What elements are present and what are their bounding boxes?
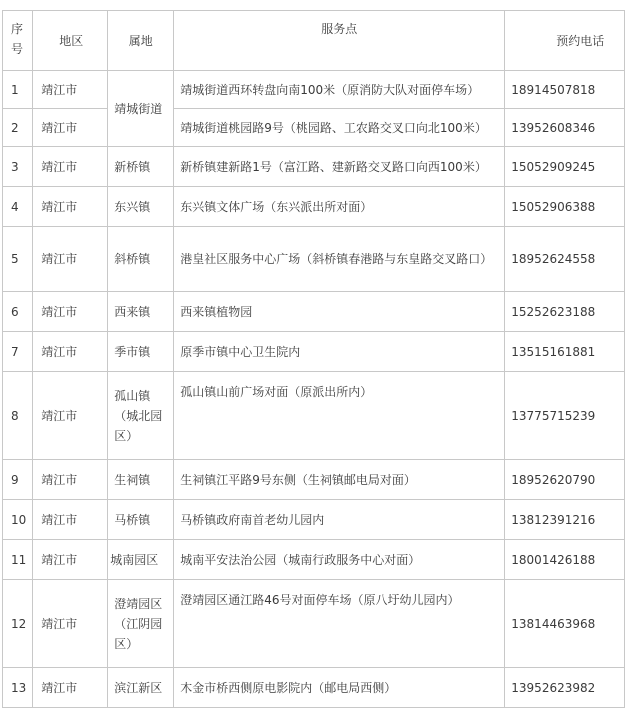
row-address: 新桥镇建新路1号（富江路、建新路交叉路口向西100米） — [174, 147, 505, 187]
row-area: 靖江市 — [33, 187, 108, 227]
table-row — [3, 227, 625, 292]
row-address: 靖城街道西环转盘向南100米（原消防大队对面停车场） — [174, 71, 505, 109]
row-num: 2 — [3, 109, 33, 147]
row-address: 木金市桥西侧原电影院内（邮电局西侧） — [174, 668, 505, 708]
row-phone: 13515161881 — [505, 332, 625, 372]
row-address: 澄靖园区通江路46号对面停车场（原八圩幼儿园内） — [174, 580, 505, 668]
table-row — [3, 147, 625, 187]
row-address: 西来镇植物园 — [174, 292, 505, 332]
row-town: 生祠镇 — [108, 460, 174, 500]
row-town-text: 孤山镇（城北园区） — [114, 388, 163, 443]
row-address: 东兴镇文体广场（东兴派出所对面） — [174, 187, 505, 227]
row-address: 城南平安法治公园（城南行政服务中心对面） — [174, 540, 505, 580]
row-phone: 18914507818 — [505, 71, 625, 109]
row-phone: 15252623188 — [505, 292, 625, 332]
table-row — [3, 540, 625, 580]
row-address: 港皇社区服务中心广场（斜桥镇春港路与东皇路交叉路口） — [174, 227, 505, 292]
row-address: 生祠镇江平路9号东侧（生祠镇邮电局对面） — [174, 460, 505, 500]
row-address: 靖城街道桃园路9号（桃园路、工农路交叉口向北100米） — [174, 109, 505, 147]
table-row — [3, 500, 625, 540]
row-area: 靖江市 — [33, 227, 108, 292]
row-num: 9 — [3, 460, 33, 500]
header-phone: 预约电话 — [505, 11, 625, 71]
row-town-text: 澄靖园区（江阴园区） — [114, 596, 163, 651]
row-area: 靖江市 — [33, 668, 108, 708]
row-area: 靖江市 — [33, 580, 108, 668]
row-num: 8 — [3, 372, 33, 460]
row-area: 靖江市 — [33, 109, 108, 147]
header-num: 序号 — [3, 11, 33, 71]
row-town: 滨江新区 — [108, 668, 174, 708]
row-address: 原季市镇中心卫生院内 — [174, 332, 505, 372]
row-town — [108, 372, 174, 460]
row-num: 6 — [3, 292, 33, 332]
row-town: 靖城街道 — [108, 71, 174, 147]
row-area: 靖江市 — [33, 292, 108, 332]
row-town: 斜桥镇 — [108, 227, 174, 292]
row-area: 靖江市 — [33, 71, 108, 109]
service-point-table — [2, 10, 625, 708]
row-num: 11 — [3, 540, 33, 580]
header-service-point: 服务点 — [174, 11, 505, 71]
row-address: 孤山镇山前广场对面（原派出所内） — [174, 372, 505, 460]
row-phone: 13952608346 — [505, 109, 625, 147]
row-phone: 13952623982 — [505, 668, 625, 708]
row-town: 西来镇 — [108, 292, 174, 332]
row-num: 10 — [3, 500, 33, 540]
row-phone: 13814463968 — [505, 580, 625, 668]
row-num: 7 — [3, 332, 33, 372]
row-area: 靖江市 — [33, 332, 108, 372]
row-area: 靖江市 — [33, 460, 108, 500]
table-row — [3, 460, 625, 500]
row-phone: 13775715239 — [505, 372, 625, 460]
row-phone: 15052909245 — [505, 147, 625, 187]
row-area: 靖江市 — [33, 147, 108, 187]
row-town: 东兴镇 — [108, 187, 174, 227]
row-num: 3 — [3, 147, 33, 187]
table-row — [3, 372, 625, 460]
row-town: 季市镇 — [108, 332, 174, 372]
table-row — [3, 71, 625, 109]
table-row — [3, 580, 625, 668]
row-num: 5 — [3, 227, 33, 292]
row-num: 1 — [3, 71, 33, 109]
header-town: 属地 — [108, 11, 174, 71]
table-row — [3, 187, 625, 227]
row-address: 马桥镇政府南首老幼儿园内 — [174, 500, 505, 540]
row-num: 13 — [3, 668, 33, 708]
table-row — [3, 109, 625, 147]
row-phone: 13812391216 — [505, 500, 625, 540]
row-area: 靖江市 — [33, 372, 108, 460]
row-town: 城南园区 — [108, 540, 174, 580]
row-phone: 18952620790 — [505, 460, 625, 500]
header-area: 地区 — [33, 11, 108, 71]
row-num: 12 — [3, 580, 33, 668]
table-row — [3, 668, 625, 708]
row-town: 马桥镇 — [108, 500, 174, 540]
row-phone: 18952624558 — [505, 227, 625, 292]
table-row — [3, 332, 625, 372]
row-area: 靖江市 — [33, 500, 108, 540]
row-area: 靖江市 — [33, 540, 108, 580]
row-num: 4 — [3, 187, 33, 227]
table-row — [3, 292, 625, 332]
table-header-row — [3, 11, 625, 71]
row-phone: 18001426188 — [505, 540, 625, 580]
row-town — [108, 580, 174, 668]
row-town: 新桥镇 — [108, 147, 174, 187]
row-phone: 15052906388 — [505, 187, 625, 227]
